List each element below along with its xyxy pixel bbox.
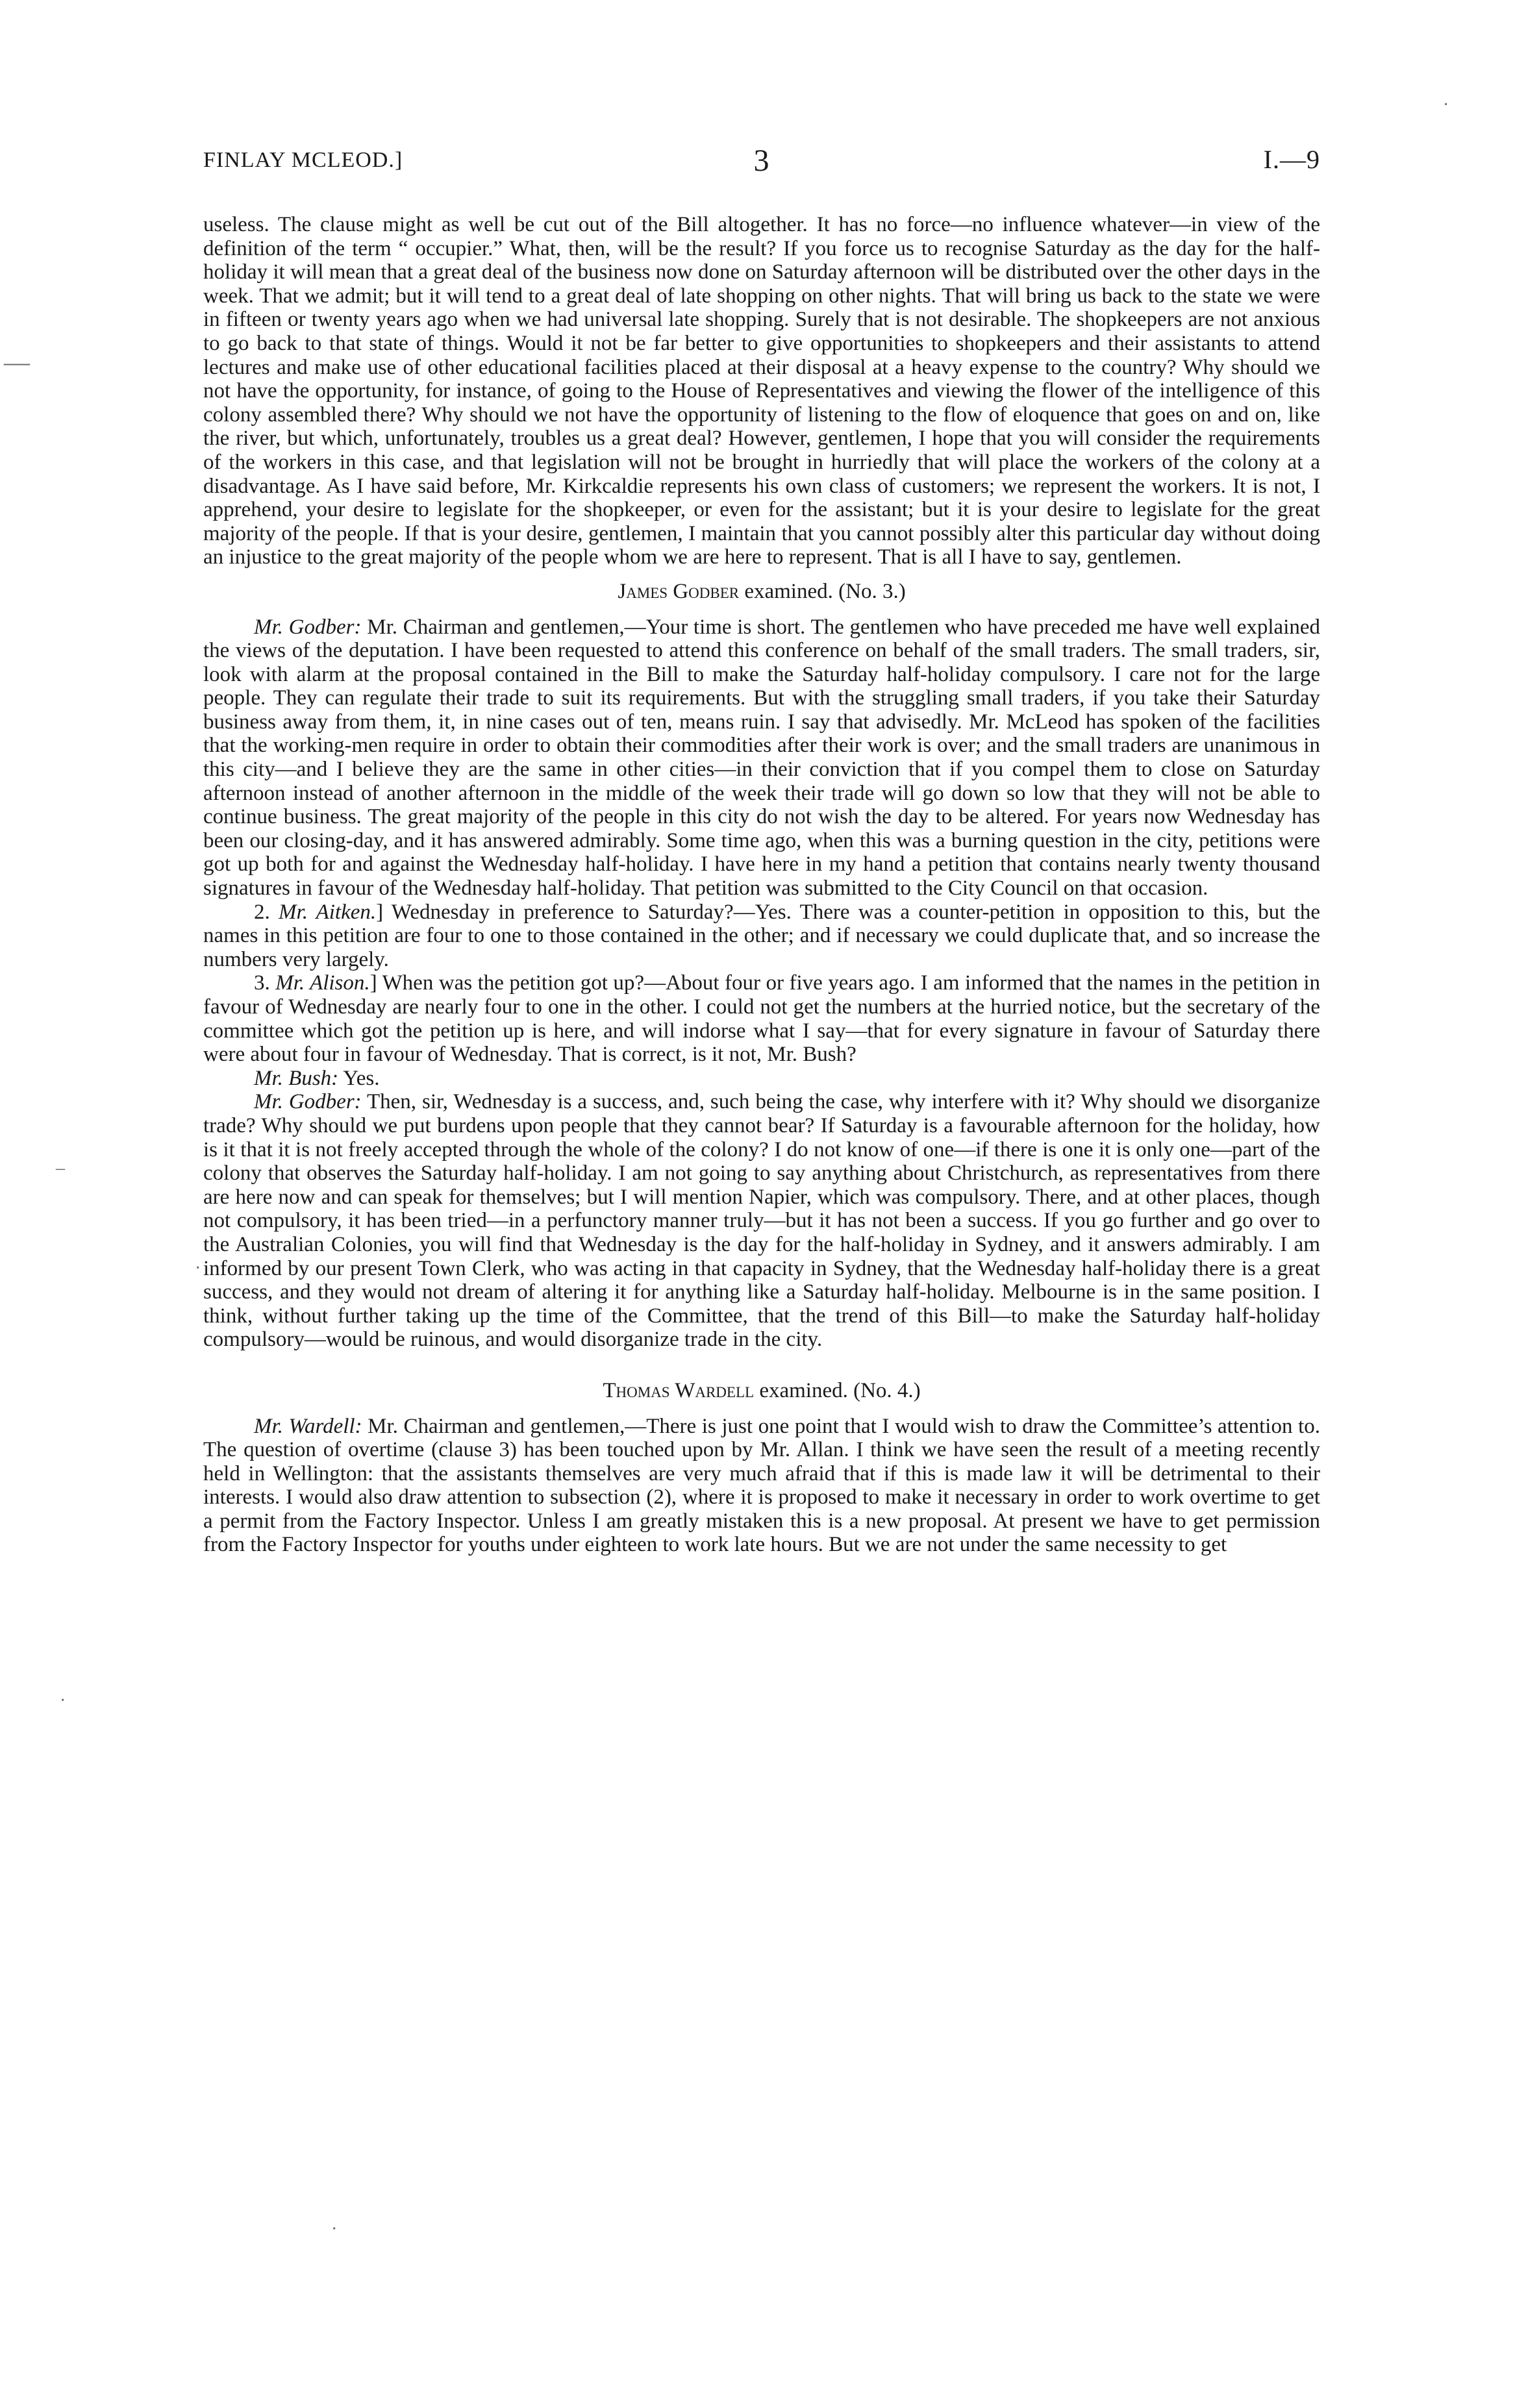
- margin-dot-mark: –: [56, 1158, 65, 1178]
- speaker-name: Mr. Bush:: [254, 1066, 339, 1090]
- question-paragraph-2: [203, 900, 1320, 972]
- witness-heading-wardell: [203, 1379, 1320, 1403]
- speaker-name: Mr. Wardell:: [254, 1414, 362, 1438]
- statement-text: Mr. Chairman and gentlemen,—There is just one point that I would wish to draw the Committee’s attention to. The question of overtime (clause 3) has been touched upon by Mr. Allan. I think we have seen the result of a meeting recently held in Wellington: that the assistants themselves are very much afraid that if this is made law it will be detrimental to their interests. I would also draw attention to subsection (2), where it is proposed to make it necessary in order to work overtime to get a permit from the Factory Inspector. Unless I am greatly mistaken this is a new proposal. At present we have to get permission from the Factory Inspector for youths under eighteen to work late hours. But we are not under the same necessity to get: [203, 1414, 1320, 1557]
- statement-text: Mr. Chairman and gentlemen,—Your time is short. The gentlemen who have preceded me have well explained the views of the deputation. I have been requested to attend this conference on behalf of the small traders. The small traders, sir, look with alarm at the proposal contained in the Bill to make the Saturday half-holiday compulsory. I care not for the large people. They can regulate their trade to suit its requirements. But with the struggling small traders, if you take their Saturday business away from them, it, in nine cases out of ten, means ruin. I say that advisedly. Mr. McLeod has spoken of the facilities that the working-men require in order to obtain their commodities after their work is over; and the small traders are unanimous in this city—and I believe they are the same in other cities—in their conviction that if you compel them to close on Saturday afternoon instead of another afternoon in the middle of the week their trade will go down so low that they will not be able to continue business. The great majority of the people in this city do not wish the day to be altered. For years now Wednesday has been our closing-day, and it has answered admirably. Some time ago, when this was a burning question in the city, petitions were got up both for and against the Wednesday half-holiday. I have here in my hand a petition that contains nearly twenty thousand signatures in favour of the Wednesday half-holiday. That petition was submitted to the City Council on that occasion.: [203, 615, 1321, 900]
- question-text: ] When was the petition got up?—About four or five years ago. I am informed that the names in the petition in favour of Wednesday are nearly four to one in the other. I could not get the numbers at the hurried notice, but the secretary of the committee which got the petition up is here, and will indorse what I say—that for every signature in favour of Saturday there were about four in favour of Wednesday. That is correct, is it not, Mr. Bush?: [203, 971, 1320, 1067]
- witness-name: James Godber: [618, 579, 740, 603]
- witness-name: Thomas Wardell: [603, 1378, 755, 1402]
- wardell-statement-paragraph: [203, 1415, 1320, 1558]
- question-text: ] Wednesday in preference to Saturday?—Yes. There was a counter-petition in opposition to this, but the names in this petition are four to one to those contained in the other; and if necessary we could duplicate that, and so increase the numbers very largely.: [203, 900, 1321, 971]
- document-page: [203, 143, 1320, 1557]
- margin-dot-mark: ·: [1443, 95, 1449, 115]
- running-header: [203, 143, 1320, 182]
- bush-reply-paragraph: [203, 1067, 1320, 1091]
- speaker-name: Mr. Godber:: [254, 615, 362, 639]
- header-speaker-label: FINLAY MCLEOD.]: [203, 148, 403, 172]
- speaker-name: Mr. Godber:: [254, 1090, 362, 1114]
- margin-dot-mark: ·: [195, 1258, 201, 1278]
- page-number: 3: [753, 143, 770, 178]
- document-reference: I.—9: [1263, 145, 1320, 174]
- witness-examined-label: examined. (No. 3.): [739, 579, 906, 603]
- margin-dot-mark: ·: [331, 2219, 338, 2239]
- question-paragraph-3: [203, 971, 1320, 1066]
- margin-dot-mark: ·: [60, 1691, 66, 1711]
- margin-dash-mark: —: [4, 347, 30, 377]
- questioner-name: Mr. Aitken.: [279, 900, 377, 924]
- page-body: [203, 213, 1320, 1557]
- statement-text: Then, sir, Wednesday is a success, and, such being the case, why interfere with it? Why should we disorganize trade? Why should we put burdens upon people that they cannot bear? If Saturday is a favourable afternoon for the holiday, how is it that it is not freely accepted through the whole of the colony? I do not know of one—if there is one it is only one—part of the colony that observes the Saturday half-holiday. I am not going to say anything about Christchurch, as representatives from there are here now and can speak for themselves; but I will mention Napier, which was compulsory. There, and at other places, though not compulsory, it has been tried—in a perfunctory manner truly—but it has not been a success. If you go further and go over to the Australian Colonies, you will find that Wednesday is the day for the half-holiday in Sydney, and it answers admirably. I am informed by our present Town Clerk, who was acting in that capacity in Sydney, that the Wednesday half-holiday there is a great success, and they would not dream of altering it for anything like a Saturday half-holiday. Melbourne is in the same position. I think, without further taking up the time of the Committee, that the trend of this Bill—to make the Saturday half-holiday compulsory—would be ruinous, and would disorganize trade in the city.: [203, 1090, 1321, 1352]
- question-number: 3.: [254, 971, 270, 995]
- godber-continued-paragraph: [203, 1090, 1320, 1352]
- godber-statement-paragraph: [203, 615, 1320, 900]
- statement-text: Yes.: [338, 1066, 380, 1090]
- question-number: 2.: [254, 900, 270, 924]
- witness-heading-godber: [203, 580, 1320, 604]
- witness-examined-label: examined. (No. 4.): [754, 1378, 921, 1402]
- questioner-name: Mr. Alison.: [275, 971, 370, 995]
- continued-paragraph: useless. The clause might as well be cut out of the Bill altogether. It has no force—no influence whatever—in view of the definition of the term “ occupier.” What, then, will be the result? If you force us to recognise Saturday as the day for the half-holiday it will mean that a great deal of the business now done on Saturday afternoon will be distributed over the other days in the week. That we admit; but it will tend to a great deal of late shopping on other nights. That will bring us back to the state we were in fifteen or twenty years ago when we had universal late shopping. Surely that is not desirable. The shopkeepers are not anxious to go back to that state of things. Would it not be far better to give opportunities to shopkeepers and their assistants to attend lectures and make use of other educational facilities placed at their disposal at a heavy expense to the country? Why should we not have the opportunity, for instance, of going to the House of Representatives and viewing the flower of the intelligence of this colony assembled there? Why should we not have the opportunity of listening to the flow of eloquence that goes on and on, like the river, but which, unfortunately, troubles us a great deal? However, gentlemen, I hope that you will consider the requirements of the workers in this case, and that legislation will not be brought in hurriedly that will place the workers of the colony at a disadvantage. As I have said before, Mr. Kirkcaldie represents his own class of customers; we represent the workers. It is not, I apprehend, your desire to legislate for the shopkeeper, or even for the assistant; but it is your desire to legislate for the great majority of the people. If that is your desire, gentlemen, I maintain that you cannot possibly alter this particular day without doing an injustice to the great majority of the people whom we are here to represent. That is all I have to say, gentlemen.: [203, 213, 1320, 569]
